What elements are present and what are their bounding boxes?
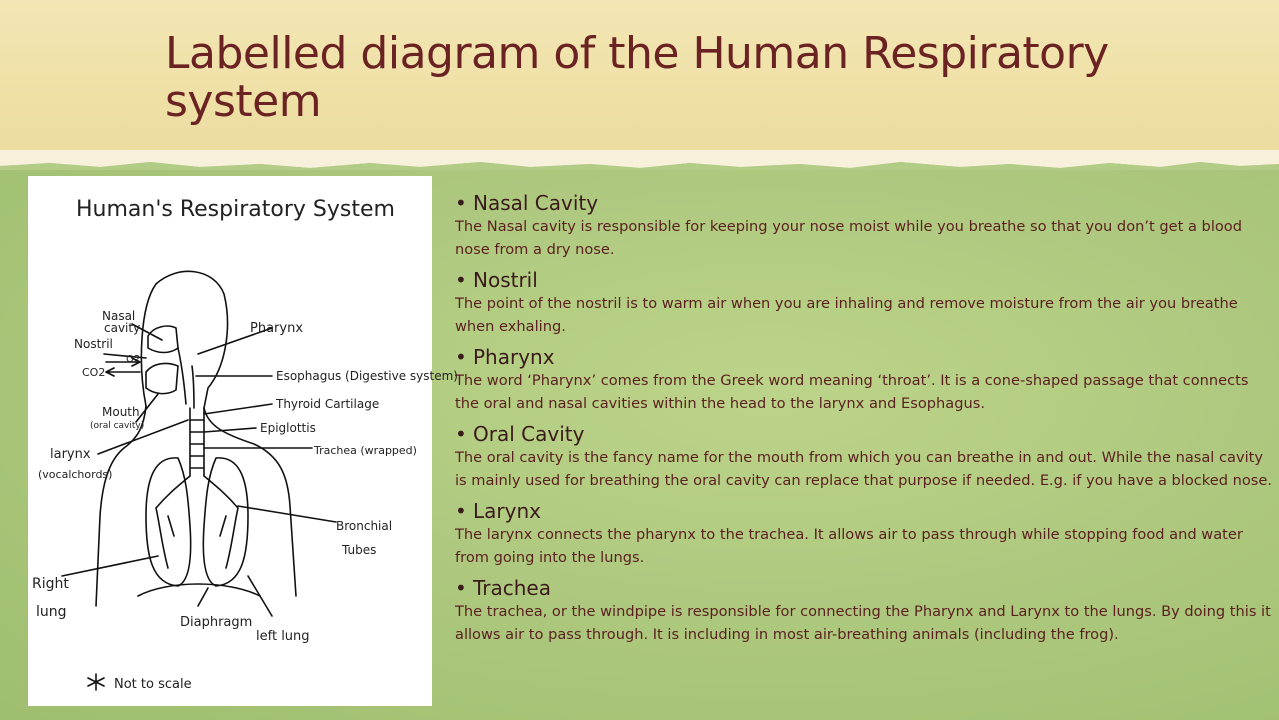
item-heading: Larynx xyxy=(473,499,541,523)
label-o2: O2 xyxy=(126,354,141,365)
slide-title: Labelled diagram of the Human Respiratory system xyxy=(165,28,1109,127)
bullet-icon: • xyxy=(455,499,467,523)
label-vocalchords: (vocalchords) xyxy=(38,468,113,481)
label-nasal: Nasal xyxy=(102,309,136,323)
label-epiglottis: Epiglottis xyxy=(260,421,316,435)
label-co2: CO2 xyxy=(82,366,106,379)
label-left-lung: left lung xyxy=(256,629,310,644)
bullet-icon: • xyxy=(455,422,467,446)
item-heading: Nostril xyxy=(473,268,538,292)
list-item xyxy=(455,421,1275,492)
item-text: The Nasal cavity is responsible for keeping your nose moist while you breathe so that you don’t get a blood nose from a dry nose. xyxy=(455,218,1242,258)
item-text: The larynx connects the pharynx to the trachea. It allows air to pass through while stopping food and water from going into the lungs. xyxy=(455,526,1243,566)
label-bronchial: Bronchial xyxy=(336,519,393,533)
label-mouth: Mouth xyxy=(102,405,140,419)
item-heading: Pharynx xyxy=(473,345,555,369)
label-nostril: Nostril xyxy=(74,337,113,351)
item-heading: Nasal Cavity xyxy=(473,191,599,215)
item-text: The oral cavity is the fancy name for the mouth from which you can breathe in and out. While the nasal cavity is mainly used for breathing the oral cavity can replace that purpose if needed. E.g. if you have a blocked nose. xyxy=(455,449,1273,489)
label-lung: lung xyxy=(36,604,67,620)
list-item xyxy=(455,190,1275,261)
label-thyroid: Thyroid Cartilage xyxy=(276,397,380,411)
item-text: The word ‘Pharynx’ comes from the Greek word meaning ‘throat’. It is a cone-shaped passage that connects the oral and nasal cavities within the head to the larynx and Esophagus. xyxy=(455,372,1249,412)
label-trachea: Trachea (wrapped) xyxy=(314,444,417,457)
list-item xyxy=(455,575,1275,646)
item-heading: Oral Cavity xyxy=(473,422,585,446)
respiratory-diagram-drawing xyxy=(28,176,458,706)
list-item xyxy=(455,498,1275,569)
body-outline xyxy=(96,406,146,606)
bullet-list xyxy=(455,190,1275,652)
label-oral-cavity: (oral cavity) xyxy=(90,421,145,431)
label-diaphragm: Diaphragm xyxy=(180,615,253,630)
item-text: The trachea, or the windpipe is responsible for connecting the Pharynx and Larynx to the lungs. By doing this it allows air to pass through. It is including in most air-breathing animals (including the frog). xyxy=(455,603,1271,643)
label-pharynx: Pharynx xyxy=(250,321,304,336)
bullet-icon: • xyxy=(455,345,467,369)
item-heading: Trachea xyxy=(473,576,551,600)
label-cavity: cavity xyxy=(104,321,141,335)
label-right: Right xyxy=(32,576,69,592)
label-tubes: Tubes xyxy=(342,543,377,557)
bullet-icon: • xyxy=(455,191,467,215)
respiratory-diagram xyxy=(28,176,458,706)
diagram-heading: Human's Respiratory System xyxy=(76,197,395,222)
list-item xyxy=(455,267,1275,338)
bullet-icon: • xyxy=(455,268,467,292)
bullet-icon: • xyxy=(455,576,467,600)
item-text: The point of the nostril is to warm air when you are inhaling and remove moisture from the air you breathe when exhaling. xyxy=(455,295,1238,335)
list-item xyxy=(455,344,1275,415)
label-not-to-scale: Not to scale xyxy=(114,677,192,692)
label-esophagus: Esophagus (Digestive system) xyxy=(276,369,458,383)
label-larynx: larynx xyxy=(50,447,91,462)
